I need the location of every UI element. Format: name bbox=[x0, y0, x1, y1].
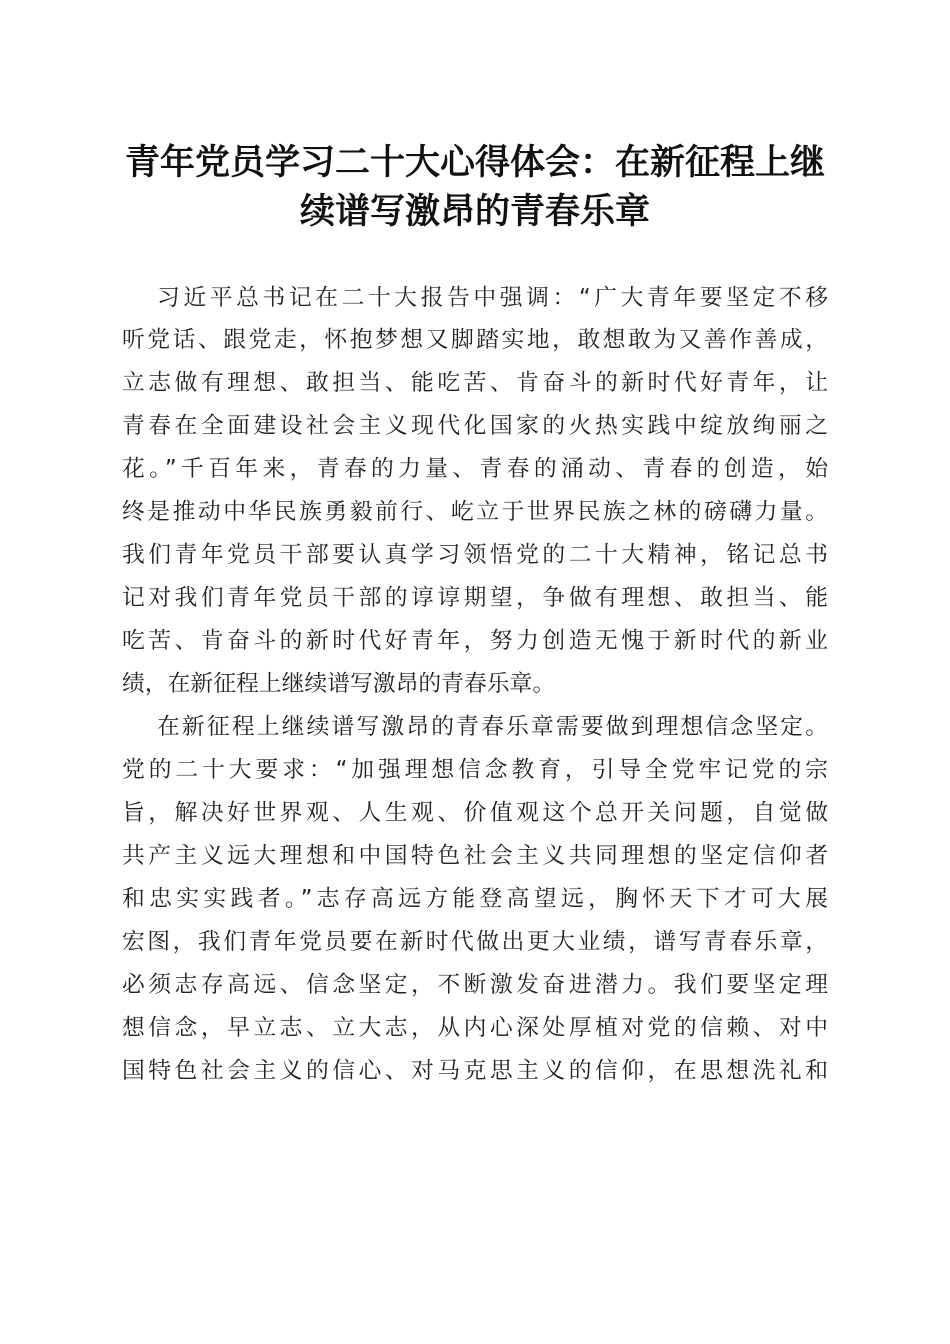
paragraph-2-line-9: 国特色社会主义的信心、对马克思主义的信仰，在思想洗礼和 bbox=[122, 1058, 828, 1084]
paragraph-2-line-1: 在新征程上继续谱写激昂的青春乐章需要做到理想信念坚定。 bbox=[157, 714, 828, 740]
document-title-line-2: 续谱写激昂的青春乐章 bbox=[299, 191, 650, 232]
paragraph-2-line-8: 想信念，早立志、立大志，从内心深处厚植对党的信赖、对中 bbox=[122, 1015, 828, 1041]
paragraph-1-line-8: 记对我们青年党员干部的谆谆期望，争做有理想、敢担当、能 bbox=[122, 585, 828, 611]
paragraph-1-line-10: 绩，在新征程上继续谱写激昂的青春乐章。 bbox=[122, 671, 556, 697]
paragraph-1-line-5: 花。”千百年来，青春的力量、青春的涌动、青春的创造，始 bbox=[122, 456, 828, 482]
document-title-line-1: 青年党员学习二十大心得体会：在新征程上继 bbox=[124, 142, 825, 183]
paragraph-2-line-5: 和忠实实践者。”志存高远方能登高望远，胸怀天下才可大展 bbox=[122, 886, 828, 912]
paragraph-1-line-2: 听党话、跟党走，怀抱梦想又脚踏实地，敢想敢为又善作善成， bbox=[122, 327, 828, 353]
paragraph-1-line-9: 吃苦、肯奋斗的新时代好青年，努力创造无愧于新时代的新业 bbox=[122, 628, 828, 654]
paragraph-2-line-2: 党的二十大要求：“加强理想信念教育，引导全党牢记党的宗 bbox=[122, 757, 828, 783]
paragraph-1-line-4: 青春在全面建设社会主义现代化国家的火热实践中绽放绚丽之 bbox=[122, 413, 828, 439]
paragraph-2-line-4: 共产主义远大理想和中国特色社会主义共同理想的坚定信仰者 bbox=[122, 843, 828, 869]
paragraph-2-line-3: 旨，解决好世界观、人生观、价值观这个总开关问题，自觉做 bbox=[122, 800, 828, 826]
paragraph-2-line-6: 宏图，我们青年党员要在新时代做出更大业绩，谱写青春乐章， bbox=[122, 929, 828, 955]
paragraph-1-line-6: 终是推动中华民族勇毅前行、屹立于世界民族之林的磅礴力量。 bbox=[122, 499, 828, 525]
paragraph-1-line-7: 我们青年党员干部要认真学习领悟党的二十大精神，铭记总书 bbox=[122, 542, 828, 568]
paragraph-2-line-7: 必须志存高远、信念坚定，不断激发奋进潜力。我们要坚定理 bbox=[122, 972, 828, 998]
paragraph-1-line-1: 习近平总书记在二十大报告中强调：“广大青年要坚定不移 bbox=[157, 285, 828, 311]
paragraph-1-line-3: 立志做有理想、敢担当、能吃苦、肯奋斗的新时代好青年，让 bbox=[122, 370, 828, 396]
